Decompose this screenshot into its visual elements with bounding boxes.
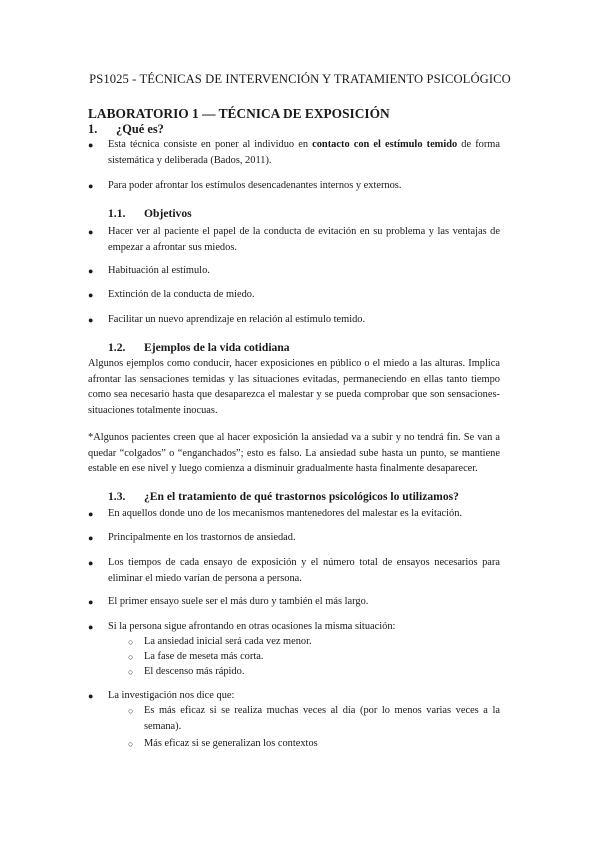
circle-bullet-icon: ○ (128, 637, 134, 647)
bullet-icon: ● (88, 181, 94, 191)
list-item-text: Si la persona sigue afrontando en otras ocasiones la misma situación: (108, 621, 396, 632)
list-item (88, 312, 500, 328)
sub-list-item-text: Es más eficaz si se realiza muchas veces al día (por lo menos varias veces a la semana). (144, 705, 500, 732)
sub-list-item-text: El descenso más rápido. (144, 666, 245, 677)
list-item (88, 287, 500, 303)
list-item (88, 263, 500, 279)
list-item (88, 506, 500, 522)
sub-list-item (128, 649, 500, 665)
section-title: ¿Qué es? (116, 122, 164, 136)
section-title: Ejemplos de la vida cotidiana (144, 341, 290, 354)
sub-list-item-text: La ansiedad inicial será cada vez menor. (144, 636, 312, 647)
bold-text: contacto con el estímulo temido (312, 139, 458, 150)
circle-bullet-icon: ○ (128, 652, 134, 662)
list-item (88, 224, 500, 256)
section-1-2-heading (108, 341, 290, 354)
list-item-text: Facilitar un nuevo aprendizaje en relación al estímulo temido. (108, 314, 366, 325)
bullet-icon: ● (88, 140, 94, 150)
section-title: ¿En el tratamiento de qué trastornos psicológicos lo utilizamos? (144, 490, 459, 503)
bullet-icon: ● (88, 509, 94, 519)
bullet-icon: ● (88, 266, 94, 276)
list-item (88, 555, 500, 587)
list-item-text: Extinción de la conducta de miedo. (108, 289, 255, 300)
section-1-heading (88, 122, 164, 137)
bullet-icon: ● (88, 597, 94, 607)
section-1-3-heading (108, 490, 459, 503)
bullet-icon: ● (88, 622, 94, 632)
sub-list-item (128, 634, 500, 650)
text-run: Esta técnica consiste en poner al individuo en (108, 139, 313, 150)
circle-bullet-icon: ○ (128, 706, 134, 716)
list-item-text: El primer ensayo suele ser el más duro y también el más largo. (108, 596, 369, 607)
sub-list-item (128, 664, 500, 680)
bullet-icon: ● (88, 290, 94, 300)
paragraph: Algunos ejemplos como conducir, hacer exposiciones en público o el miedo a las alturas. Implica afrontar las sensaciones temidas y las situaciones evitadas, permaneciendo en ellas tanto tiempo como sea necesario hasta que desaparezca el malestar y se pueda comprobar que son sensaciones-situaciones totalmente inocuas. (88, 358, 500, 416)
lab-title: LABORATORIO 1 — TÉCNICA DE EXPOSICIÓN (88, 106, 390, 121)
sub-list-item (128, 703, 500, 735)
sub-list-item-text: La fase de meseta más corta. (144, 651, 264, 662)
section-number: 1.1. (108, 207, 126, 220)
list-item-text: En aquellos donde uno de los mecanismos mantenedores del malestar es la evitación. (108, 508, 463, 519)
section-title: Objetivos (144, 207, 192, 220)
list-item-text: Los tiempos de cada ensayo de exposición y el número total de ensayos necesarios para eliminar el miedo varían de persona a persona. (108, 557, 500, 584)
bullet-icon: ● (88, 558, 94, 568)
bullet-icon: ● (88, 533, 94, 543)
list-item (88, 530, 500, 546)
document-header: PS1025 - TÉCNICAS DE INTERVENCIÓN Y TRATAMIENTO PSICOLÓGICO (89, 72, 511, 86)
list-item (88, 619, 500, 635)
text-run: de forma sistemática y deliberada (Bados, 2011). (108, 139, 501, 166)
sub-list-item-text: Más eficaz si se generalizan los contextos (144, 738, 318, 749)
section-number: 1. (88, 122, 98, 136)
list-item (88, 178, 500, 194)
circle-bullet-icon: ○ (128, 739, 134, 749)
list-item (88, 137, 500, 169)
bullet-icon: ● (88, 315, 94, 325)
list-item-text: Para poder afrontar los estímulos desencadenantes internos y externos. (108, 180, 402, 191)
list-item (88, 688, 500, 704)
section-number: 1.2. (108, 341, 126, 354)
section-1-1-heading (108, 207, 192, 220)
paragraph: *Algunos pacientes creen que al hacer exposición la ansiedad va a subir y no tendrá fin. Se van a quedar “colgados” o “enganchados”; esto es falso. La ansiedad sube hasta un punto, se mantiene estable en ese nivel y luego comienza a disminuir gradualmente hasta finalmente desaparecer. (88, 432, 500, 474)
list-item (88, 594, 500, 610)
circle-bullet-icon: ○ (128, 667, 134, 677)
list-item-text: Principalmente en los trastornos de ansiedad. (108, 532, 296, 543)
bullet-icon: ● (88, 691, 94, 701)
section-number: 1.3. (108, 490, 126, 503)
list-item-text: Habituación al estímulo. (108, 265, 210, 276)
list-item-text: La investigación nos dice que: (108, 690, 235, 701)
sub-list-item (128, 736, 500, 752)
bullet-icon: ● (88, 227, 94, 237)
list-item-text: Hacer ver al paciente el papel de la conducta de evitación en su problema y las ventajas de empezar a afrontar sus miedos. (108, 226, 500, 253)
